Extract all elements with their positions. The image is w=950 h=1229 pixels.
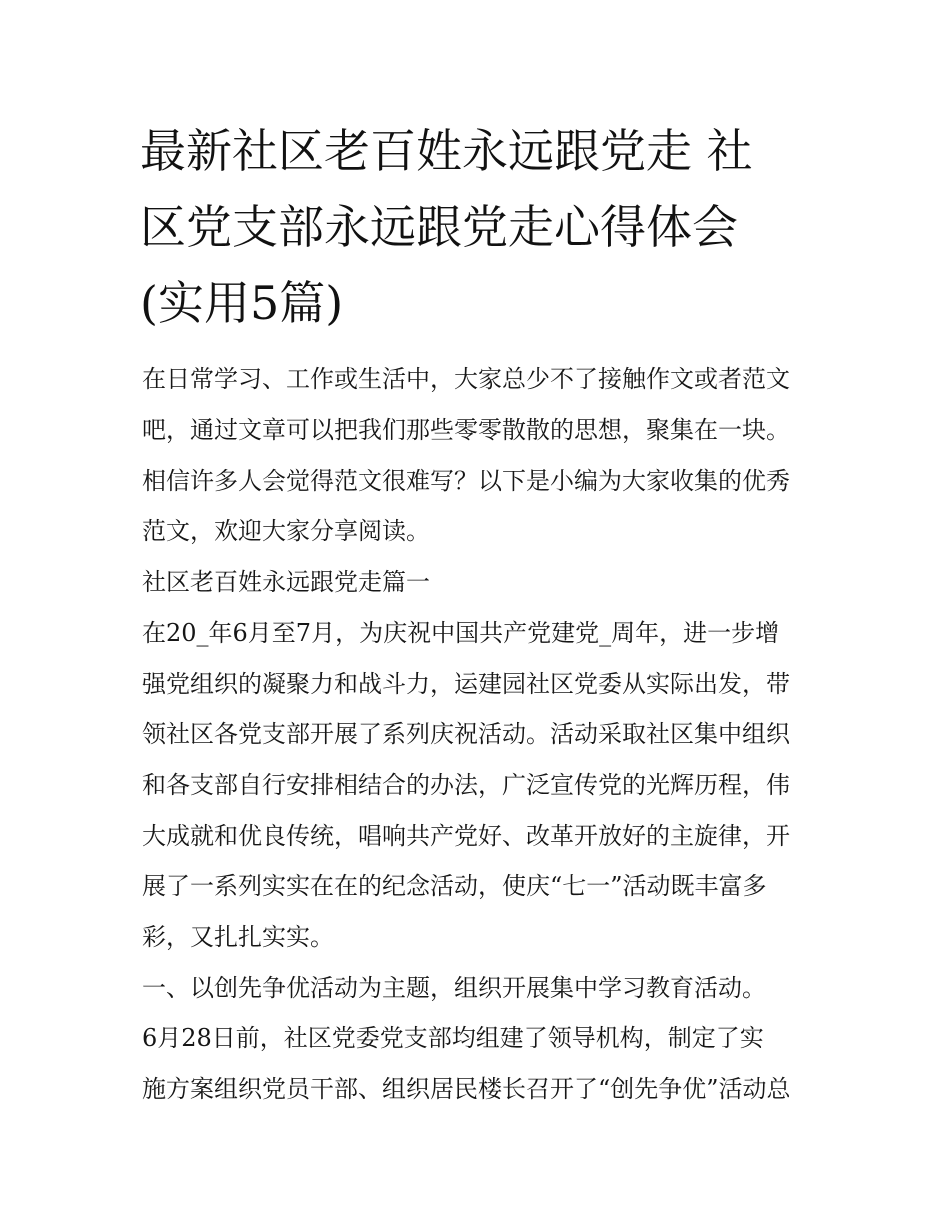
section-heading: 社区老百姓永远跟党走篇一 [142, 568, 430, 596]
document-title-line-1: 最新社区老百姓永远跟党走 社 [140, 124, 753, 178]
intro-line: 吧，通过文章可以把我们那些零零散散的思想，聚集在一块。 [142, 416, 790, 444]
paragraph-line: 6月28日前，社区党委党支部均组建了领导机构，制定了实 [142, 1024, 764, 1052]
subheading: 一、以创先争优活动为主题，组织开展集中学习教育活动。 [142, 974, 766, 1002]
paragraph-line: 大成就和优良传统，唱响共产党好、改革开放好的主旋律，开 [142, 822, 790, 850]
intro-line: 范文，欢迎大家分享阅读。 [142, 517, 430, 545]
paragraph-line: 展了一系列实实在在的纪念活动，使庆“七一”活动既丰富多 [142, 872, 767, 900]
intro-line: 相信许多人会觉得范文很难写？以下是小编为大家收集的优秀 [142, 467, 790, 495]
paragraph-line: 和各支部自行安排相结合的办法，广泛宣传党的光辉历程，伟 [142, 771, 790, 799]
paragraph-line: 强党组织的凝聚力和战斗力，运建园社区党委从实际出发，带 [142, 670, 790, 698]
document-title-line-2: 区党支部永远跟党走心得体会 [140, 200, 738, 254]
paragraph-line: 在20_年6月至7月，为庆祝中国共产党建党_周年，进一步增 [142, 619, 780, 647]
paragraph-line: 彩，又扎扎实实。 [142, 923, 334, 951]
paragraph-line: 领社区各党支部开展了系列庆祝活动。活动采取社区集中组织 [142, 720, 790, 748]
paragraph-line: 施方案组织党员干部、组织居民楼长召开了“创先争优”活动总 [142, 1075, 791, 1103]
document-title-line-3: (实用5篇) [140, 276, 344, 330]
intro-line: 在日常学习、工作或生活中，大家总少不了接触作文或者范文 [142, 365, 790, 393]
